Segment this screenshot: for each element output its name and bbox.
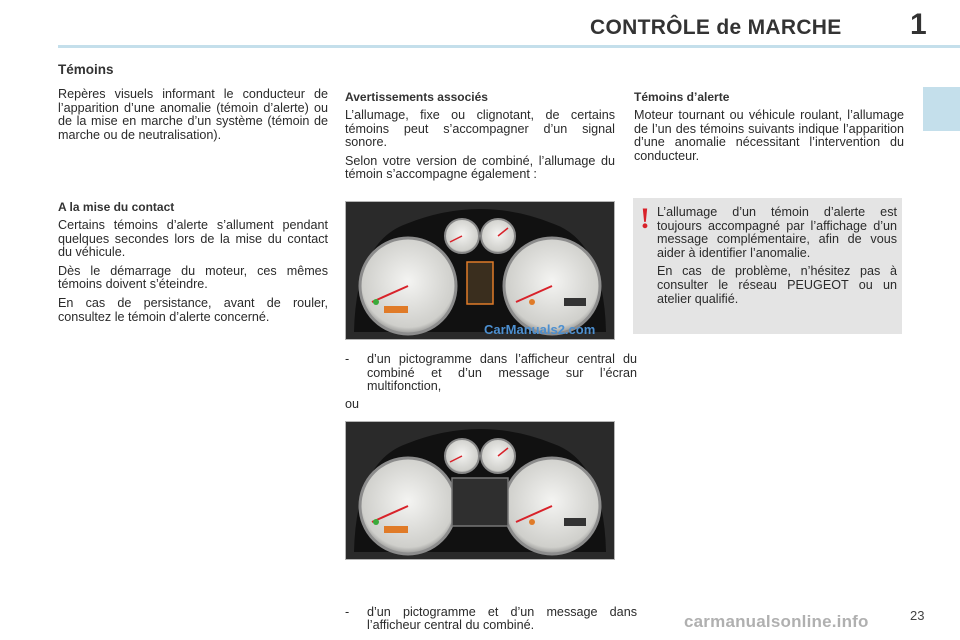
contact-paragraph-2: Dès le démarrage du moteur, ces mêmes témoins doivent s’éteindre. (58, 263, 328, 292)
warnings-paragraph-1: L’allumage, fixe ou clignotant, de certains témoins peut s’accompagner d’un signal sonore. (345, 108, 615, 150)
warnings-heading: Avertissements associés (345, 90, 488, 104)
dashboard-illustration-2 (346, 422, 614, 559)
dashboard-illustration-1 (346, 202, 614, 339)
contact-heading: A la mise du contact (58, 200, 175, 214)
instrument-cluster-image-1 (345, 201, 615, 340)
list-item-text: d’un pictogramme et d’un message dans l’afficheur central du combiné. (367, 604, 637, 633)
chapter-tab (923, 87, 960, 131)
warning-paragraph-1: L’allumage d’un témoin d’alerte est toujours accompagné par l’affichage d’un message complémentaire, afin de vous aider à identifier l’anomalie. (657, 205, 897, 260)
instrument-cluster-image-2 (345, 421, 615, 560)
alert-lamps-paragraph: Moteur tournant ou véhicule roulant, l’allumage de l’un des témoins suivants indique l’apparition d’une anomalie nécessitant l’intervention du conducteur. (634, 108, 904, 163)
intro-paragraph: Repères visuels informant le conducteur de l’apparition d’une anomalie (témoin d’alerte) ou de la mise en marche d’un système (témoin de marche ou de neutralisation). (58, 87, 328, 142)
contact-paragraph-3: En cas de persistance, avant de rouler, consultez le témoin d’alerte concerné. (58, 295, 328, 324)
alert-lamps-heading: Témoins d’alerte (634, 90, 730, 104)
page-header-title: CONTRÔLE de MARCHE (590, 16, 842, 39)
list-item-text: d’un pictogramme dans l’afficheur central du combiné et d’un message sur l’écran multifonction, (367, 352, 637, 394)
section-title: Témoins (58, 62, 114, 77)
alert-lamps-block (634, 90, 904, 163)
page-number: 23 (910, 608, 925, 623)
or-text: ou (345, 397, 360, 411)
figure-watermark: CarManuals2.com (484, 322, 596, 337)
warning-text (657, 206, 897, 306)
dash-bullet: - (345, 604, 350, 619)
list-item (345, 353, 637, 394)
warnings-block (345, 90, 615, 182)
header-rule (58, 45, 960, 48)
warnings-paragraph-2: Selon votre version de combiné, l’allumage du témoin s’accompagne également : (345, 153, 615, 182)
exclamation-icon: ! (640, 202, 650, 235)
footer-watermark: carmanualsonline.info (684, 612, 869, 631)
contact-paragraph-1: Certains témoins d’alerte s’allument pendant quelques secondes lors de la mise du contact du véhicule. (58, 218, 328, 260)
contact-block (58, 200, 328, 324)
dash-bullet: - (345, 352, 350, 366)
intro-block (58, 88, 328, 142)
list-item (345, 606, 637, 633)
warning-paragraph-2: En cas de problème, n’hésitez pas à consulter le réseau PEUGEOT ou un atelier qualifié. (657, 264, 897, 306)
chapter-number: 1 (910, 8, 927, 41)
